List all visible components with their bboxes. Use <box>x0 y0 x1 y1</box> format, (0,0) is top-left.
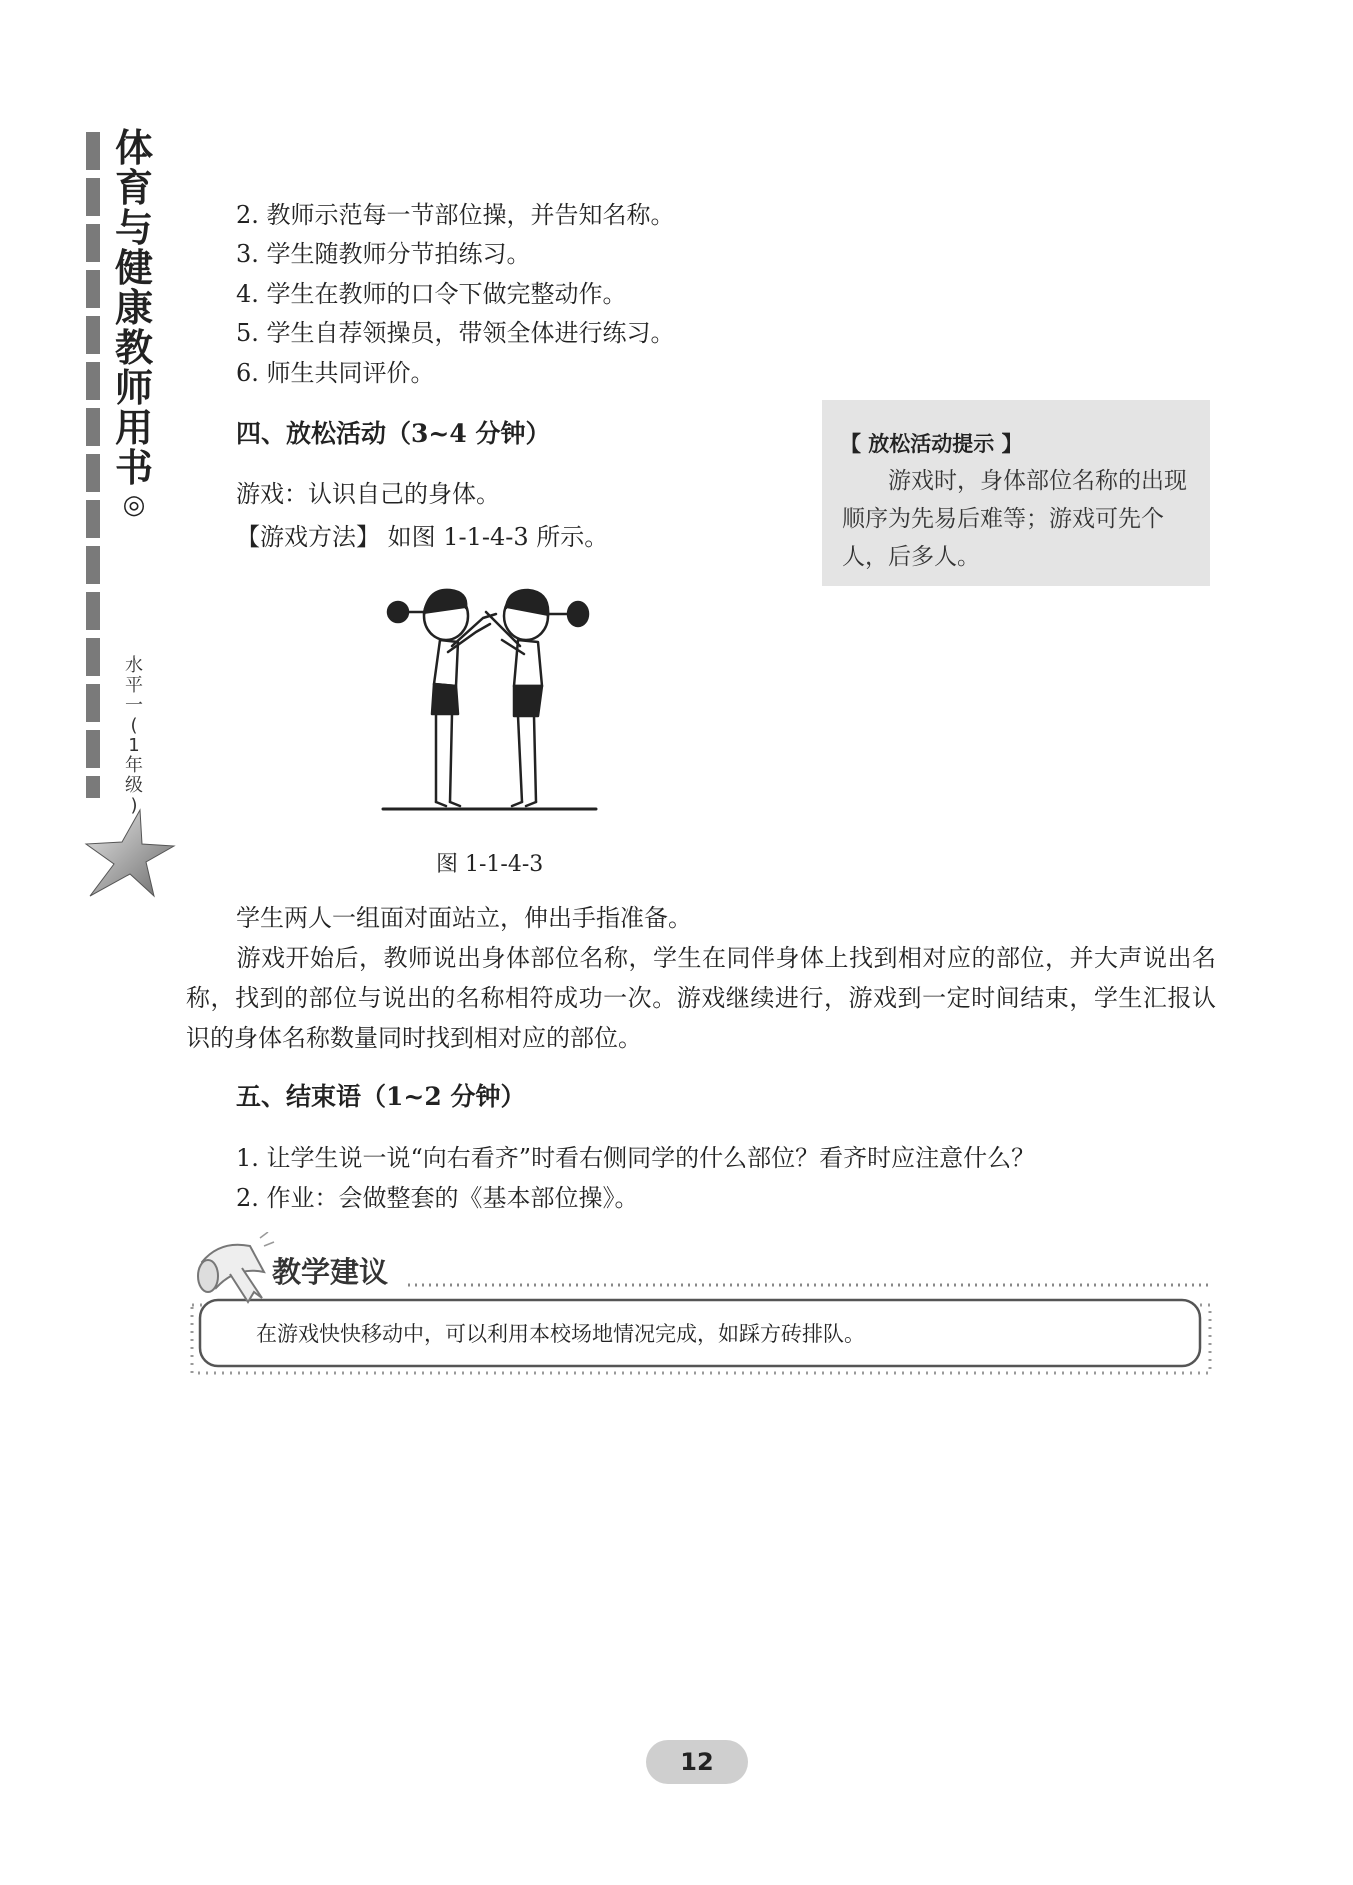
section-4-heading: 四、放松活动（3~4 分钟） <box>236 419 551 448</box>
closing-item-2: 2. 作业：会做整套的《基本部位操》。 <box>236 1184 639 1212</box>
scroll-icon <box>190 1232 276 1308</box>
star-icon <box>84 808 176 900</box>
section-5-heading: 五、结束语（1~2 分钟） <box>236 1082 526 1111</box>
game-name: 游戏：认识自己的身体。 <box>236 480 500 508</box>
tip-box <box>822 400 1210 586</box>
suggestion-title: 教学建议 <box>272 1255 389 1289</box>
step-3: 3. 学生随教师分节拍练习。 <box>236 240 531 268</box>
suggestion-text: 在游戏快快移动中，可以利用本校场地情况完成，如踩方砖排队。 <box>256 1322 865 1346</box>
closing-item-1: 1. 让学生说一说“向右看齐”时看右侧同学的什么部位？看齐时应注意什么？ <box>236 1144 1036 1172</box>
grade-level: 水 平 一 ( 1 年 级 ) <box>125 655 143 816</box>
step-5: 5. 学生自荐领操员，带领全体进行练习。 <box>236 319 675 347</box>
book-title: 体 育 与 健 康 教 师 用 书 ◎ <box>114 125 153 520</box>
figure-caption: 图 1-1-4-3 <box>436 852 544 877</box>
game-method: 【游戏方法】 如图 1-1-4-3 所示。 <box>236 523 609 551</box>
step-2: 2. 教师示范每一节部位操，并告知名称。 <box>236 201 675 229</box>
tip-body: 游戏时，身体部位名称的出现顺序为先易后难等；游戏可先个人，后多人。 <box>842 468 1187 570</box>
tip-title: 【 放松活动提示 】 <box>840 432 1023 456</box>
page-number: 12 <box>646 1740 748 1784</box>
paragraph-1: 学生两人一组面对面站立，伸出手指准备。 <box>236 904 692 932</box>
figure-illustration <box>378 574 608 844</box>
step-4: 4. 学生在教师的口令下做完整动作。 <box>236 280 627 308</box>
sidebar-bars <box>86 132 102 802</box>
paragraph-2: 游戏开始后，教师说出身体部位名称，学生在同伴身体上找到相对应的部位，并大声说出名称，找到的部位与说出的名称相符成功一次。游戏继续进行，游戏到一定时间结束，学生汇报认识的身体名称数量同时找到相对应的部位。 <box>186 944 1216 1052</box>
step-6: 6. 师生共同评价。 <box>236 359 435 387</box>
